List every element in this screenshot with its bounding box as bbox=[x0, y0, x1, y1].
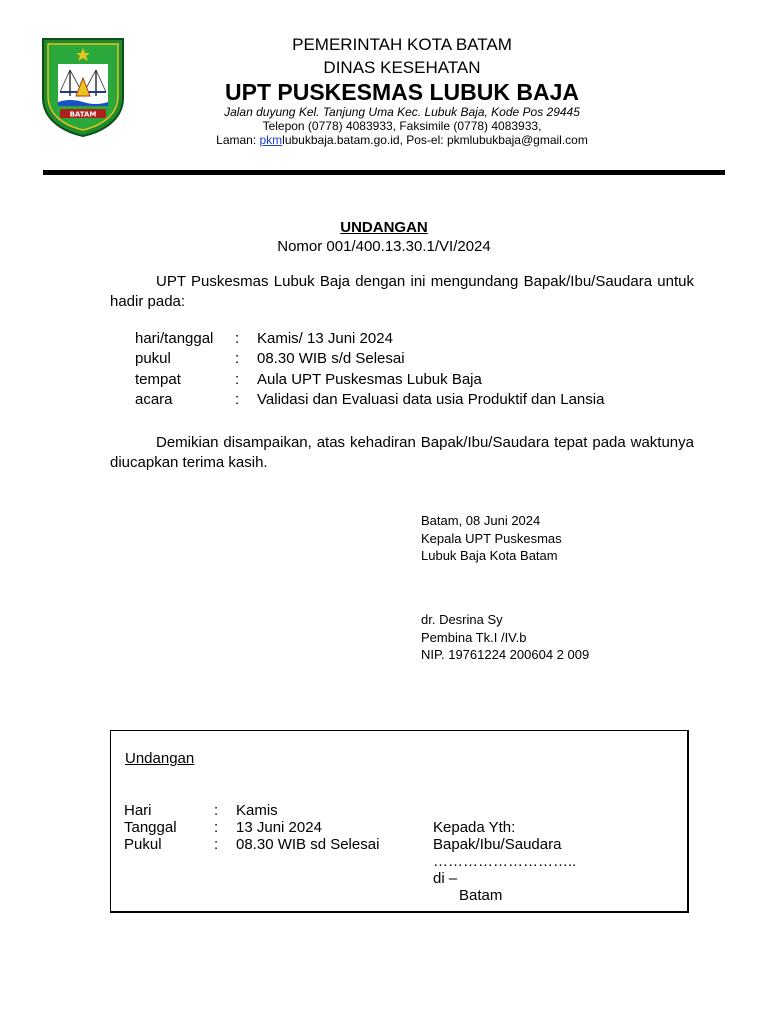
letterhead-phone: Telepon (0778) 4083933, Faksimile (0778) 4083933, bbox=[262, 119, 542, 133]
detail-row-place bbox=[135, 370, 604, 390]
detail-value: Validasi dan Evaluasi data usia Produktif dan Lansia bbox=[257, 390, 605, 408]
label-row-label: Hari bbox=[124, 802, 152, 819]
label-row-time bbox=[124, 836, 379, 853]
logo-label: BATAM bbox=[69, 110, 97, 119]
signature-header bbox=[421, 512, 562, 565]
signatory-name: dr. Desrina Sy bbox=[421, 612, 503, 627]
label-row-label: Tanggal bbox=[124, 819, 177, 836]
letter-title: UNDANGAN bbox=[340, 219, 428, 236]
letterhead-divider bbox=[43, 170, 725, 175]
recipient-city: Batam bbox=[459, 887, 503, 904]
detail-row-time bbox=[135, 349, 604, 369]
detail-label: pukul bbox=[135, 350, 171, 368]
web-rest: lubukbaja.batam.go.id, Pos-el: pkmlubukbaja@gmail.com bbox=[282, 133, 588, 147]
label-row-label: Pukul bbox=[124, 836, 162, 853]
label-details bbox=[124, 802, 379, 853]
detail-colon: : bbox=[235, 370, 240, 388]
letterhead-address: Jalan duyung Kel. Tanjung Uma Kec. Lubuk Baja, Kode Pos 29445 bbox=[224, 105, 580, 119]
signatory-nip: NIP. 19761224 200604 2 009 bbox=[421, 647, 590, 662]
web-prefix: Laman: bbox=[216, 133, 260, 147]
letterhead-institution: UPT PUSKESMAS LUBUK BAJA bbox=[225, 79, 579, 105]
closing-text: Demikian disampaikan, atas kehadiran Bapak/Ibu/Saudara tepat pada waktunya diucapkan terima kasih. bbox=[110, 434, 694, 471]
label-row-colon: : bbox=[214, 836, 219, 853]
label-row-day bbox=[124, 802, 379, 819]
signature-position-1: Kepala UPT Puskesmas bbox=[421, 530, 562, 546]
signature-position-2: Lubuk Baja Kota Batam bbox=[421, 548, 558, 563]
letterhead-department: DINAS KESEHATAN bbox=[323, 58, 481, 77]
signatory-rank: Pembina Tk.I /IV.b bbox=[421, 629, 527, 645]
event-details bbox=[135, 329, 604, 410]
label-row-value: 13 Juni 2024 bbox=[236, 819, 322, 836]
recipient-blank-dots: ……………………….. bbox=[433, 853, 577, 870]
signature-identity bbox=[421, 611, 589, 664]
detail-value: Kamis/ 13 Juni 2024 bbox=[257, 330, 393, 347]
detail-row-agenda bbox=[135, 390, 604, 410]
recipient-di: di – bbox=[433, 870, 458, 887]
label-title: Undangan bbox=[125, 750, 195, 767]
opening-text: UPT Puskesmas Lubuk Baja dengan ini mengundang Bapak/Ibu/Saudara untuk hadir pada: bbox=[110, 273, 694, 310]
detail-value: Aula UPT Puskesmas Lubuk Baja bbox=[257, 370, 482, 388]
detail-colon: : bbox=[235, 350, 240, 368]
signature-place-date: Batam, 08 Juni 2024 bbox=[421, 513, 541, 528]
detail-row-date bbox=[135, 329, 604, 349]
recipient-salutation: Kepada Yth: bbox=[433, 819, 516, 836]
detail-colon: : bbox=[235, 390, 240, 408]
web-link[interactable]: pkm bbox=[259, 133, 283, 147]
label-row-colon: : bbox=[214, 802, 219, 819]
label-row-date bbox=[124, 819, 379, 836]
label-row-colon: : bbox=[214, 819, 219, 836]
closing-paragraph bbox=[110, 433, 694, 473]
detail-value: 08.30 WIB s/d Selesai bbox=[257, 350, 405, 368]
label-row-value: 08.30 WIB sd Selesai bbox=[236, 836, 380, 853]
opening-paragraph bbox=[110, 272, 694, 312]
letterhead-government: PEMERINTAH KOTA BATAM bbox=[292, 35, 512, 54]
detail-label: hari/tanggal bbox=[135, 330, 214, 347]
detail-label: tempat bbox=[135, 370, 181, 388]
letterhead-web bbox=[0, 133, 768, 147]
label-row-value: Kamis bbox=[236, 802, 278, 819]
detail-label: acara bbox=[135, 390, 173, 408]
detail-colon: : bbox=[235, 330, 240, 347]
letter-number: Nomor 001/400.13.30.1/VI/2024 bbox=[277, 238, 491, 255]
recipient-name: Bapak/Ibu/Saudara bbox=[433, 836, 562, 853]
recipient-block bbox=[433, 819, 576, 904]
